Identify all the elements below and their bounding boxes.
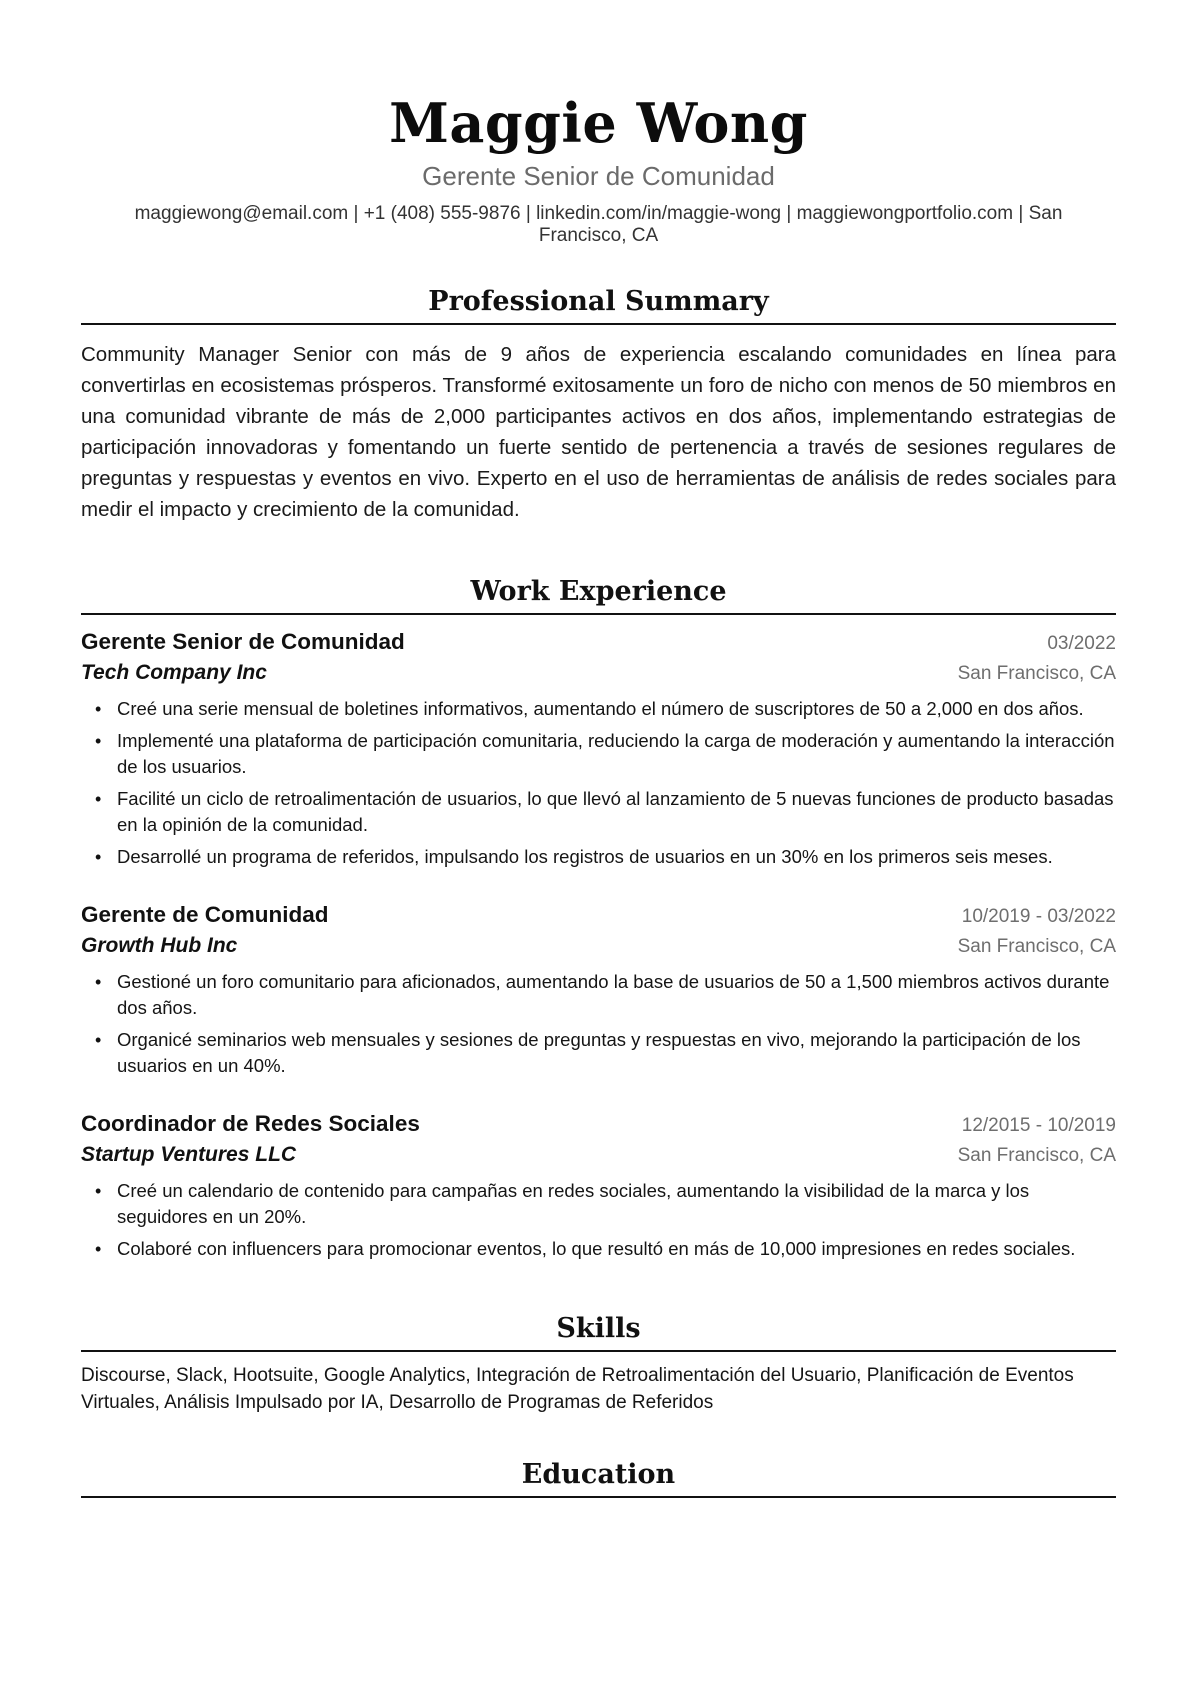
job-bullet: • Creé una serie mensual de boletines informativos, aumentando el número de suscriptores de 50 a 2,000 en dos años. [81, 696, 1116, 722]
job-bullet: • Desarrollé un programa de referidos, impulsando los registros de usuarios en un 30% en los primeros seis meses. [81, 844, 1116, 870]
skills-section [81, 1312, 1116, 1416]
candidate-name: Maggie Wong [389, 91, 808, 155]
job-company-row [81, 658, 1116, 688]
job-dates: 12/2015 - 10/2019 [961, 1115, 1116, 1136]
job-company-row [81, 1140, 1116, 1170]
job-title-row [81, 1109, 1116, 1140]
job-title: Gerente de Comunidad [81, 902, 329, 927]
job-location: San Francisco, CA [957, 936, 1116, 957]
job-location: San Francisco, CA [957, 663, 1116, 684]
resume-page [81, 0, 1116, 1498]
education-section [81, 1458, 1116, 1498]
job-entry [81, 627, 1116, 870]
job-dates: 10/2019 - 03/2022 [961, 906, 1116, 927]
job-title-row [81, 900, 1116, 931]
job-bullet: • Creé un calendario de contenido para campañas en redes sociales, aumentando la visibilidad de la marca y los seguidores en un 20%. [81, 1178, 1116, 1230]
experience-heading: Work Experience [81, 575, 1116, 615]
job-bullets [81, 696, 1116, 870]
job-bullets [81, 969, 1116, 1079]
job-bullet: • Gestioné un foro comunitario para aficionados, aumentando la base de usuarios de 50 a 1,500 miembros activos durante dos años. [81, 969, 1116, 1021]
job-company: Startup Ventures LLC [81, 1143, 297, 1166]
job-title-row [81, 627, 1116, 658]
experience-section [81, 575, 1116, 1262]
summary-text: Community Manager Senior con más de 9 años de experiencia escalando comunidades en línea para convertirlas en ecosistemas prósperos. Transformé exitosamente un foro de nicho con menos de 50 miembros en una comunidad vibrante de más de 2,000 participantes activos en dos años, implementando estrategias de participación innovadoras y fomentando un fuerte sentido de pertenencia a través de sesiones regulares de preguntas y respuestas y eventos en vivo. Experto en el uso de herramientas de análisis de redes sociales para medir el impacto y crecimiento de la comunidad. [81, 343, 1116, 521]
education-heading: Education [81, 1458, 1116, 1498]
job-company: Tech Company Inc [81, 661, 267, 684]
skills-heading: Skills [81, 1312, 1116, 1352]
job-bullet: • Facilité un ciclo de retroalimentación de usuarios, lo que llevó al lanzamiento de 5 nuevas funciones de producto basadas en la opinión de la comunidad. [81, 786, 1116, 838]
contact-line: maggiewong@email.com | +1 (408) 555-9876 | linkedin.com/in/maggie-wong | maggiewongportfolio.com | San Francisco, CA [134, 203, 1063, 246]
job-bullets [81, 1178, 1116, 1262]
skills-text: Discourse, Slack, Hootsuite, Google Analytics, Integración de Retroalimentación del Usuario, Planificación de Eventos Virtuales, Análisis Impulsado por IA, Desarrollo de Programas de Referidos [81, 1365, 1074, 1413]
job-title: Coordinador de Redes Sociales [81, 1111, 420, 1136]
job-dates: 03/2022 [1047, 633, 1116, 654]
resume-header [81, 92, 1116, 247]
summary-section [81, 285, 1116, 525]
job-entry [81, 1109, 1116, 1262]
job-company: Growth Hub Inc [81, 934, 238, 957]
job-entry [81, 900, 1116, 1079]
summary-heading: Professional Summary [81, 285, 1116, 325]
candidate-title: Gerente Senior de Comunidad [422, 161, 775, 191]
job-bullet: • Colaboré con influencers para promocionar eventos, lo que resultó en más de 10,000 impresiones en redes sociales. [81, 1236, 1116, 1262]
job-location: San Francisco, CA [957, 1145, 1116, 1166]
job-company-row [81, 931, 1116, 961]
job-bullet: • Organicé seminarios web mensuales y sesiones de preguntas y respuestas en vivo, mejorando la participación de los usuarios en un 40%. [81, 1027, 1116, 1079]
job-bullet: • Implementé una plataforma de participación comunitaria, reduciendo la carga de moderación y aumentando la interacción de los usuarios. [81, 728, 1116, 780]
job-title: Gerente Senior de Comunidad [81, 629, 405, 654]
